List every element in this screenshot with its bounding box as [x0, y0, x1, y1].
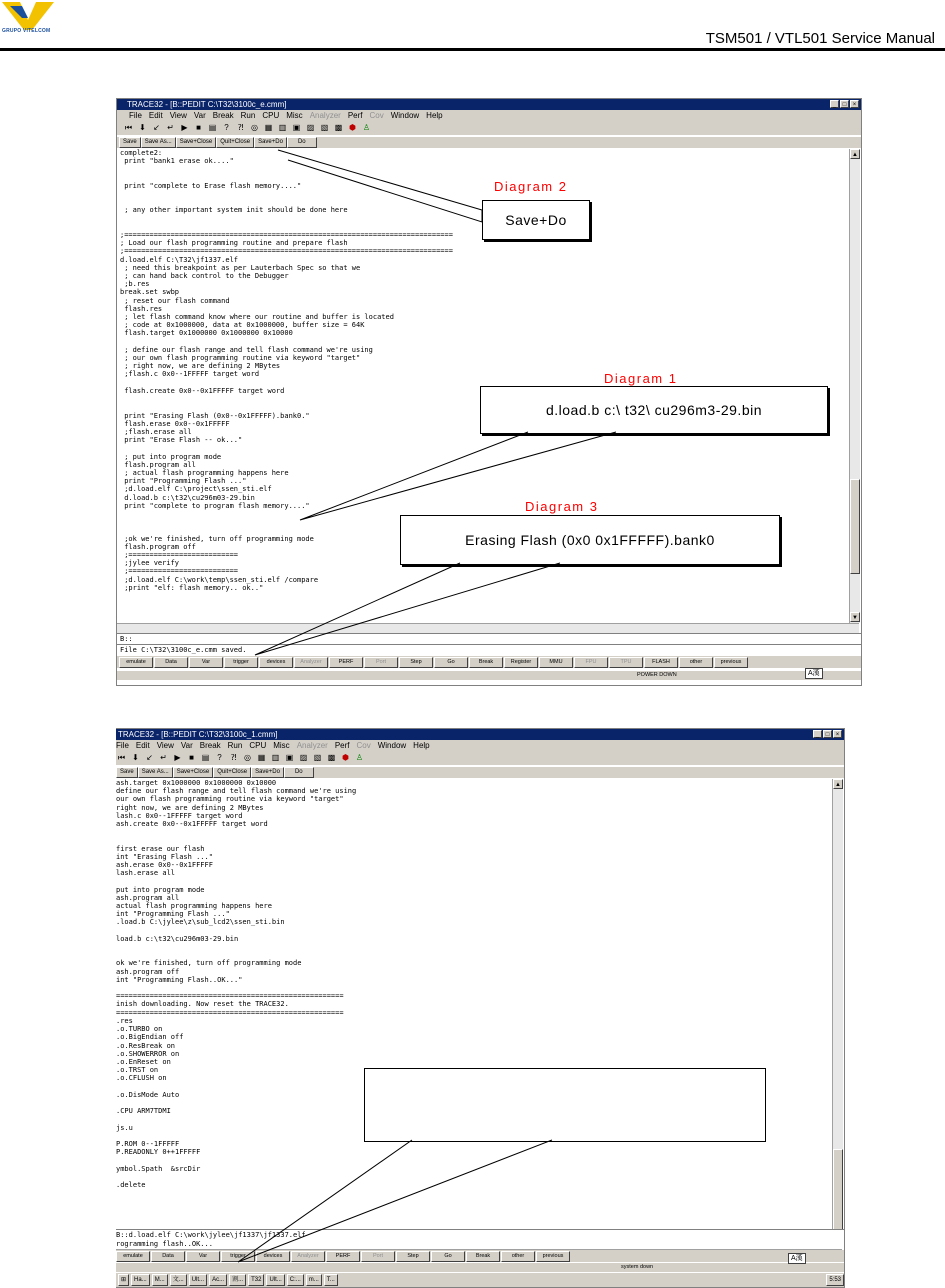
menu-help[interactable]: Help: [413, 741, 430, 750]
softkey-analyzer[interactable]: Analyzer: [291, 1251, 325, 1262]
softkey-step[interactable]: Step: [399, 657, 433, 668]
code-line: ; code at 0x1000000, data at 0x1000000, buffer size = 64K: [120, 321, 365, 330]
softkey-previous[interactable]: previous: [536, 1251, 570, 1262]
softkey-break[interactable]: Break: [466, 1251, 500, 1262]
code-line: [116, 943, 356, 951]
title-bar: [116, 729, 844, 740]
menu-break[interactable]: Break: [212, 111, 234, 120]
code-line: ash.target 0x1000000 0x1000000 0x10000: [116, 779, 277, 787]
menu-help[interactable]: Help: [426, 111, 443, 120]
code-line: .CPU ARM7TDMI: [116, 1107, 171, 1116]
horizontal-scrollbar[interactable]: [117, 623, 859, 633]
save-as-button[interactable]: Save As...: [141, 137, 176, 148]
code-line: ; define our flash range and tell flash command we're using: [120, 345, 373, 354]
window-icon[interactable]: ▣: [292, 123, 301, 132]
code-line: [120, 379, 453, 387]
register-icon[interactable]: ▦: [257, 753, 266, 762]
status-power: POWER DOWN: [637, 672, 677, 678]
code-line: [120, 215, 453, 223]
code-line: ymbol.Spath &srcDir: [116, 1164, 201, 1173]
taskbar-item[interactable]: Ult...: [266, 1274, 284, 1286]
menu-perf[interactable]: Perf: [347, 111, 363, 120]
code-line: print "complete to Erase flash memory....": [120, 181, 302, 190]
save-close-button[interactable]: Save+Close: [173, 767, 214, 778]
step-icon[interactable]: ⬇: [132, 753, 139, 762]
code-line: ;==============================================================================: [120, 247, 453, 256]
menu-edit[interactable]: Edit: [148, 111, 163, 120]
code-line: ;d.load.elf C:\work\temp\ssen_sti.elf /compare: [120, 575, 319, 584]
code-line: break.set swbp: [120, 288, 180, 297]
menu-misc[interactable]: Misc: [273, 741, 290, 750]
code-line: ash.erase 0x0--0x1FFFFF: [116, 861, 213, 870]
softkey-go[interactable]: Go: [434, 657, 468, 668]
help-icon[interactable]: ?: [224, 123, 229, 132]
code-line: ; let flash command know where our routine and buffer is located: [120, 313, 394, 322]
softkey-mmu[interactable]: MMU: [539, 657, 573, 668]
code-line: d.load.b c:\t32\cu296m03-29.bin: [120, 493, 255, 502]
status-message: [117, 644, 861, 655]
softkey-perf[interactable]: PERF: [329, 657, 363, 668]
menu-cov[interactable]: Cov: [369, 111, 384, 120]
code-line: [116, 828, 356, 836]
taskbar-item[interactable]: M...: [152, 1274, 168, 1286]
do-button[interactable]: Do: [287, 137, 317, 148]
save-button[interactable]: Save: [119, 137, 141, 148]
taskbar-item[interactable]: T...: [324, 1274, 338, 1286]
code-line: complete2:: [120, 149, 163, 157]
taskbar-item[interactable]: C:...: [287, 1274, 304, 1286]
code-line: load.b c:\t32\cu296m03-29.bin: [116, 934, 239, 943]
scroll-up-icon[interactable]: ▲: [833, 779, 843, 789]
menu-file[interactable]: File: [116, 741, 129, 750]
record-icon[interactable]: ◎: [244, 753, 251, 762]
window-title: TRACE32 - [B::PEDIT C:\T32\3100c_1.cmm]: [118, 730, 278, 739]
stop-sign-icon[interactable]: ⬢: [349, 123, 356, 132]
code-line: ;print "elf: flash memory.. ok..": [120, 583, 264, 592]
menu-run[interactable]: Run: [240, 111, 256, 120]
code-line: ;ok we're finished, turn off programming mode: [120, 534, 314, 543]
close-button[interactable]: ×: [833, 730, 842, 738]
code-line: .o.CFLUSH on: [116, 1074, 167, 1083]
programming-message: rogramming flash..OK...: [116, 1240, 213, 1248]
code-line: [116, 1132, 356, 1140]
trace32-window-2: [116, 728, 845, 1288]
code-line: ; put into program mode: [120, 452, 222, 461]
taskbar-clock: 5:53: [826, 1274, 844, 1286]
code-line: first erase our flash: [116, 844, 205, 853]
taskbar-item[interactable]: m...: [306, 1274, 322, 1286]
menu-analyzer[interactable]: Analyzer: [296, 741, 328, 750]
header-rule: [0, 48, 945, 51]
code-line: [116, 836, 356, 844]
code-line: int "Programming Flash..OK...": [116, 975, 243, 984]
editor-text-area[interactable]: [116, 779, 356, 1249]
return-icon[interactable]: ↵: [160, 753, 167, 762]
context-help-icon[interactable]: ⁈: [237, 123, 244, 132]
code-line: ;b.res: [120, 280, 150, 289]
code-line: [116, 1099, 356, 1107]
stop-sign-icon[interactable]: ⬢: [342, 753, 349, 762]
code-line: [116, 984, 356, 992]
code-line: ======================================================: [116, 1008, 344, 1017]
memory-icon[interactable]: ▥: [271, 753, 280, 762]
code-line: flash.program all: [120, 460, 196, 469]
close-button[interactable]: ×: [850, 100, 859, 108]
save-close-button[interactable]: Save+Close: [176, 137, 217, 148]
ime-icon: A漢: [805, 668, 823, 679]
trace-icon[interactable]: ▧: [320, 123, 329, 132]
code-line: ash.program all: [116, 893, 180, 902]
menu-var[interactable]: Var: [180, 741, 193, 750]
code-line: print "Erase Flash -- ok...": [120, 436, 243, 445]
menu-file[interactable]: File: [129, 111, 142, 120]
code-line: .o.TURBO on: [116, 1025, 163, 1034]
menu-edit[interactable]: Edit: [135, 741, 150, 750]
step-back-icon[interactable]: ⏮: [124, 123, 133, 132]
quit-close-button[interactable]: Quit+Close: [216, 137, 254, 148]
menu-cov[interactable]: Cov: [356, 741, 371, 750]
code-line: print "bank1 erase ok....": [120, 157, 234, 166]
code-line: ; reset our flash command: [120, 296, 230, 305]
command-prompt: B::: [120, 635, 133, 643]
minimize-button[interactable]: _: [830, 100, 839, 108]
softkey-var[interactable]: Var: [189, 657, 223, 668]
command-text: B::d.load.elf C:\work\jylee\jf1337\jf1337.elf: [116, 1231, 306, 1239]
code-line: lash.erase all: [116, 869, 176, 878]
icon-toolbar: [116, 751, 844, 765]
taskbar-item[interactable]: 割...: [229, 1274, 246, 1286]
code-line: flash.res: [120, 304, 163, 313]
menu-perf[interactable]: Perf: [334, 741, 350, 750]
diagram3-label: Diagram 3: [525, 499, 599, 514]
saved-message: File C:\T32\3100c_e.cmm saved.: [120, 646, 247, 654]
chart-icon[interactable]: ▨: [299, 753, 308, 762]
code-line: P.ROM 0--1FFFFF: [116, 1139, 180, 1148]
icon-toolbar: [117, 121, 861, 135]
scroll-thumb[interactable]: [850, 479, 860, 574]
code-line: right now, we are defining 2 MBytes: [116, 803, 264, 812]
code-line: our own flash programming routine via keyword "target": [116, 795, 344, 804]
code-line: actual flash programming happens here: [116, 902, 272, 911]
taskbar-item[interactable]: Ac...: [209, 1274, 227, 1286]
return-icon[interactable]: ↵: [167, 123, 174, 132]
code-line: ;flash.erase all: [120, 427, 192, 436]
step-over-icon[interactable]: ↙: [146, 753, 153, 762]
scroll-down-icon[interactable]: ▼: [850, 612, 860, 622]
code-line: ash.program off: [116, 967, 180, 976]
do-button[interactable]: Do: [284, 767, 314, 778]
maximize-button[interactable]: □: [823, 730, 832, 738]
code-line: [116, 1083, 356, 1091]
code-line: flash.target 0x1000000 0x1000000 0x10000: [120, 329, 293, 338]
softkey-go[interactable]: Go: [431, 1251, 465, 1262]
taskbar-item[interactable]: Ha...: [131, 1274, 150, 1286]
window-icon[interactable]: ▣: [285, 753, 294, 762]
softkey-flash[interactable]: FLASH: [644, 657, 678, 668]
softkey-emulate[interactable]: emulate: [119, 657, 153, 668]
code-line: ok we're finished, turn off programming mode: [116, 959, 302, 968]
editor-button-bar: [117, 137, 861, 148]
diagram3-callout: Erasing Flash (0x0 0x1FFFFF).bank0: [400, 515, 780, 565]
softkey-devices[interactable]: devices: [256, 1251, 290, 1262]
menu-bar: [116, 740, 844, 751]
taskbar: [116, 1272, 844, 1287]
code-line: [120, 190, 453, 198]
code-line: ;==============================================================================: [120, 231, 453, 240]
code-line: print "Programming Flash ...": [120, 477, 247, 486]
code-line: .o.BigEndian off: [116, 1033, 184, 1042]
code-line: .o.SHOWERROR on: [116, 1049, 180, 1058]
scroll-thumb[interactable]: [833, 1149, 843, 1235]
go-icon[interactable]: ▶: [181, 123, 188, 132]
code-line: put into program mode: [116, 885, 205, 894]
go-icon[interactable]: ▶: [174, 753, 181, 762]
trace-icon[interactable]: ▧: [313, 753, 322, 762]
logo-text: GRUPO VITELCOM: [2, 28, 51, 34]
softkey-analyzer[interactable]: Analyzer: [294, 657, 328, 668]
code-line: .load.b C:\jylee\z\sub_lcd2\ssen_sti.bin: [116, 918, 285, 927]
vertical-scrollbar[interactable]: [849, 149, 860, 623]
step-over-icon[interactable]: ↙: [153, 123, 160, 132]
taskbar-item[interactable]: T32: [248, 1274, 264, 1286]
code-line: P.READONLY 0++1FFFFF: [116, 1148, 201, 1157]
diagram1-label: Diagram 1: [604, 371, 678, 386]
vertical-scrollbar[interactable]: [832, 779, 843, 1249]
code-line: flash.create 0x0--0x1FFFFF target word: [120, 386, 285, 395]
softkey-port[interactable]: Port: [364, 657, 398, 668]
softkey-previous[interactable]: previous: [714, 657, 748, 668]
help-icon[interactable]: ?: [217, 753, 222, 762]
code-line: ; our own flash programming routine via keyword "target": [120, 354, 361, 363]
ime-icon: A漢: [788, 1253, 806, 1264]
menu-view[interactable]: View: [156, 741, 174, 750]
code-line: ;flash.c 0x0--1FFFFF target word: [120, 370, 260, 379]
diagram2-callout: Save+Do: [482, 200, 590, 240]
code-line: [120, 198, 453, 206]
code-line: [120, 444, 453, 452]
softkey-data[interactable]: Data: [151, 1251, 185, 1262]
softkey-other[interactable]: other: [679, 657, 713, 668]
softkey-bar: [116, 1250, 844, 1262]
code-line: .o.ResBreak on: [116, 1041, 176, 1050]
softkey-other[interactable]: other: [501, 1251, 535, 1262]
scroll-up-icon[interactable]: ▲: [850, 149, 860, 159]
list-icon[interactable]: ▤: [201, 753, 210, 762]
title-bar: [117, 99, 861, 110]
code-line: .o.EnReset on: [116, 1057, 171, 1066]
code-line: [120, 165, 453, 173]
status-message: [116, 1239, 844, 1249]
code-line: [120, 403, 453, 411]
save-do-button[interactable]: Save+Do: [251, 767, 284, 778]
editor-button-bar: [116, 767, 844, 778]
menu-misc[interactable]: Misc: [286, 111, 303, 120]
register-icon[interactable]: ▦: [264, 123, 273, 132]
softkey-port[interactable]: Port: [361, 1251, 395, 1262]
softkey-fpu[interactable]: FPU: [574, 657, 608, 668]
menu-window[interactable]: Window: [390, 111, 420, 120]
code-line: .res: [116, 1016, 133, 1025]
code-line: [120, 338, 453, 346]
code-line: ; actual flash programming happens here: [120, 468, 289, 477]
status-system: system down: [621, 1264, 654, 1270]
taskbar-item[interactable]: Ult...: [189, 1274, 207, 1286]
code-line: print "complete to program flash memory....": [120, 501, 310, 510]
code-line: [120, 223, 453, 231]
softkey-bar: [117, 656, 861, 668]
figure-icon[interactable]: ♙: [355, 753, 364, 762]
code-line: inish downloading. Now reset the TRACE32.: [116, 1000, 289, 1009]
code-line: ;jylee verify: [120, 559, 180, 568]
code-line: [116, 1156, 356, 1164]
stop-icon[interactable]: ■: [196, 123, 201, 132]
context-help-icon[interactable]: ⁈: [230, 753, 237, 762]
start-icon[interactable]: ⊞: [118, 1274, 129, 1286]
menu-analyzer[interactable]: Analyzer: [309, 111, 341, 120]
menu-break[interactable]: Break: [199, 741, 221, 750]
code-line: ; can hand back control to the Debugger: [120, 272, 289, 281]
list-icon[interactable]: ▤: [208, 123, 217, 132]
menu-bar: [117, 110, 861, 121]
menu-run[interactable]: Run: [227, 741, 243, 750]
menu-window[interactable]: Window: [377, 741, 407, 750]
save-as-button[interactable]: Save As...: [138, 767, 173, 778]
maximize-button[interactable]: □: [840, 100, 849, 108]
code-line: int "Erasing Flash ...": [116, 852, 213, 861]
code-line: define our flash range and tell flash command we're using: [116, 787, 357, 796]
code-line: ;==========================: [120, 567, 239, 576]
menu-cpu[interactable]: CPU: [262, 111, 280, 120]
code-line: [116, 1173, 356, 1181]
softkey-perf[interactable]: PERF: [326, 1251, 360, 1262]
step-back-icon[interactable]: ⏮: [117, 753, 126, 762]
code-line: int "Programming Flash ...": [116, 910, 230, 919]
command-line[interactable]: [117, 633, 861, 644]
empty-callout: [364, 1068, 766, 1142]
softkey-var[interactable]: Var: [186, 1251, 220, 1262]
menu-var[interactable]: Var: [193, 111, 206, 120]
code-line: ; need this breakpoint as per Lauterbach Spec so that we: [120, 263, 361, 272]
code-line: ;==========================: [120, 550, 239, 559]
window-title: TRACE32 - [B::PEDIT C:\T32\3100c_e.cmm]: [127, 100, 287, 109]
code-line: .o.DisMode Auto: [116, 1090, 180, 1099]
code-line: [116, 951, 356, 959]
softkey-tpu[interactable]: TPU: [609, 657, 643, 668]
code-line: .o.TRST on: [116, 1066, 159, 1075]
softkey-step[interactable]: Step: [396, 1251, 430, 1262]
code-line: ; right now, we are defining 2 MBytes: [120, 362, 281, 371]
menu-cpu[interactable]: CPU: [249, 741, 267, 750]
code-line: [116, 877, 356, 885]
minimize-button[interactable]: _: [813, 730, 822, 738]
quit-close-button[interactable]: Quit+Close: [213, 767, 251, 778]
code-line: [116, 1115, 356, 1123]
code-line: ======================================================: [116, 992, 344, 1001]
softkey-emulate[interactable]: emulate: [116, 1251, 150, 1262]
code-line: ;d.load.elf C:\project\ssen_sti.elf: [120, 485, 272, 494]
diagram2-label: Diagram 2: [494, 179, 568, 194]
softkey-data[interactable]: Data: [154, 657, 188, 668]
record-icon[interactable]: ◎: [251, 123, 258, 132]
code-line: [116, 927, 356, 935]
taskbar-item[interactable]: 文...: [170, 1274, 187, 1286]
diagram1-callout: d.load.b c:\ t32\ cu296m3-29.bin: [480, 386, 828, 434]
softkey-trigger[interactable]: trigger: [224, 657, 258, 668]
code-line: flash.erase 0x0--0x1FFFFF: [120, 419, 230, 428]
softkey-break[interactable]: Break: [469, 657, 503, 668]
save-do-button[interactable]: Save+Do: [254, 137, 287, 148]
softkey-devices[interactable]: devices: [259, 657, 293, 668]
chart-icon[interactable]: ▨: [306, 123, 315, 132]
code-line: d.load.elf C:\T32\jf1337.elf: [120, 255, 239, 264]
save-button[interactable]: Save: [116, 767, 138, 778]
code-line: print "Erasing Flash (0x0--0x1FFFFF).bank0.": [120, 411, 310, 420]
softkey-trigger[interactable]: trigger: [221, 1251, 255, 1262]
softkey-register[interactable]: Register: [504, 657, 538, 668]
memory-icon[interactable]: ▥: [278, 123, 287, 132]
step-icon[interactable]: ⬇: [139, 123, 146, 132]
code-line: ; any other important system init should be done here: [120, 206, 348, 215]
code-line: [120, 395, 453, 403]
code-line: [120, 174, 453, 182]
code-line: flash.program off: [120, 542, 196, 551]
code-line: .delete: [116, 1180, 146, 1189]
code-line: ; Load our flash programming routine and prepare flash: [120, 239, 348, 248]
document-title: TSM501 / VTL501 Service Manual: [705, 30, 935, 47]
status-bar: [117, 671, 861, 680]
code-line: js.u: [116, 1123, 133, 1132]
menu-view[interactable]: View: [169, 111, 187, 120]
analyze-icon[interactable]: ▩: [327, 753, 336, 762]
analyze-icon[interactable]: ▩: [334, 123, 343, 132]
code-line: lash.c 0x0--1FFFFF target word: [116, 811, 243, 820]
code-line: ash.create 0x0--0x1FFFFF target word: [116, 820, 268, 829]
figure-icon[interactable]: ♙: [362, 123, 371, 132]
stop-icon[interactable]: ■: [189, 753, 194, 762]
